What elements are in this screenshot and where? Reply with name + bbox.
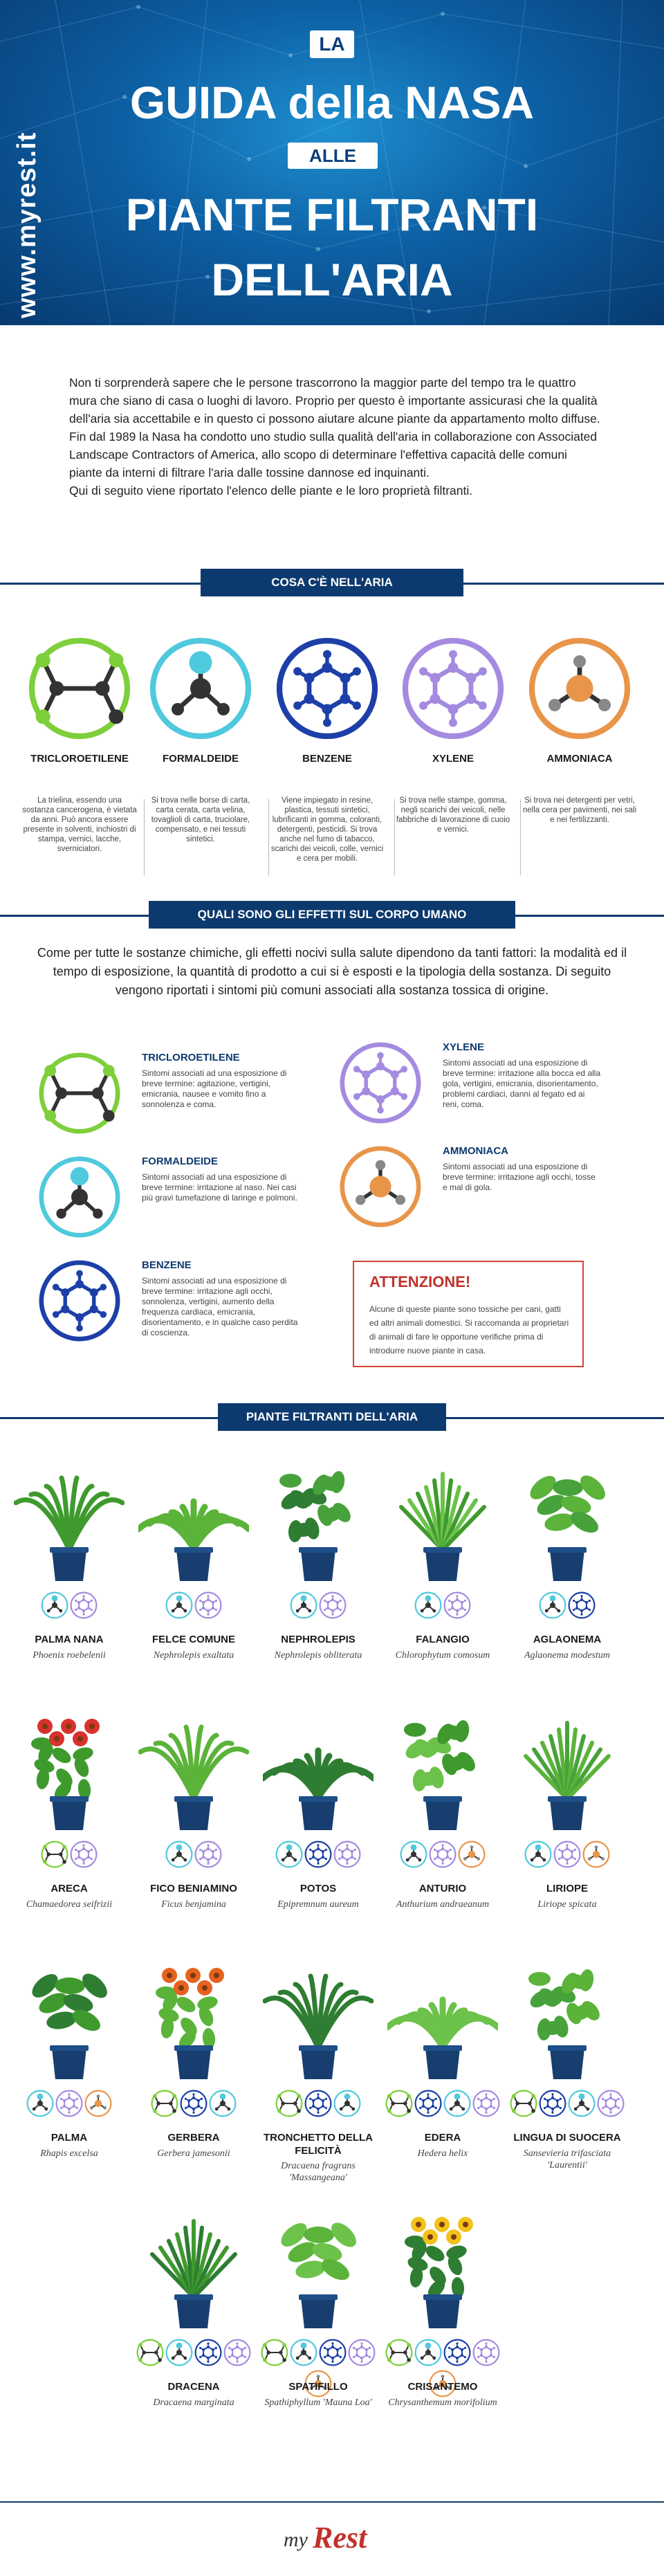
xylene-badge-icon (319, 1591, 347, 1619)
plant-card (7, 1446, 131, 1688)
plant-name: DRACENA (167, 2381, 220, 2393)
plant-card (131, 1944, 256, 2186)
filtered-toxins-badges (380, 1840, 505, 1871)
plant-scientific-name: Rhapis excelsa (40, 2148, 98, 2159)
formaldehyde-badge-icon (333, 2090, 361, 2117)
plant-name: ARECA (50, 1883, 88, 1894)
plant-name: NEPHROLEPIS (281, 1634, 356, 1645)
filtered-toxins-badges (505, 1591, 629, 1622)
section-title-air: COSA C'È NELL'ARIA (201, 569, 463, 596)
trichloroethylene-molecule-icon (28, 637, 131, 740)
plant-illustration (387, 2193, 498, 2332)
plant-card (380, 1944, 505, 2186)
xylene-badge-icon (553, 1840, 581, 1868)
plant-illustration (512, 1446, 622, 1584)
logo-my: my (284, 2528, 308, 2551)
trichloroethylene-badge-icon (275, 2090, 303, 2117)
logo-rest: Rest (313, 2521, 367, 2555)
benzene-badge-icon (304, 1840, 332, 1868)
filtered-toxins-badges (256, 2339, 380, 2369)
substance-description: Si trova nei detergenti per vetri, nella cera per pavimenti, nei sali e nei fertilizzanti. (522, 796, 637, 824)
xylene-molecule-icon (401, 637, 505, 740)
plant-name: SPATIFILLO (288, 2381, 348, 2393)
column-divider (394, 799, 395, 875)
benzene-badge-icon (539, 2090, 566, 2117)
plant-illustration (138, 2193, 249, 2332)
intro-paragraph-1: Non ti sorprenderà sapere che le persone trascorrono la maggior parte del tempo tra le quattro mura che siano di casa o luoghi di lavoro. Proprio per questo è importante assicurasi che la qualità dell'aria sia accettabile e in questo ci possono aiutare alcune piante da appartamento molto diffuse. (69, 376, 600, 426)
filtered-toxins-badges (505, 1840, 629, 1871)
plant-illustration (387, 1446, 498, 1584)
plant-illustration (14, 1446, 124, 1584)
warning-box (353, 1261, 584, 1367)
filtered-toxins-badges (131, 1591, 256, 1622)
xylene-badge-icon (472, 2090, 500, 2117)
filtered-toxins-badges (7, 1840, 131, 1871)
plant-scientific-name: Epipremnum aureum (277, 1899, 359, 1910)
plant-card (7, 1695, 131, 1937)
ammonia-badge-icon (582, 1840, 610, 1868)
xylene-badge-icon (429, 1840, 456, 1868)
ammonia-badge-icon (84, 2090, 112, 2117)
plant-card (131, 1446, 256, 1688)
benzene-badge-icon (194, 2339, 222, 2366)
plant-card (256, 1944, 380, 2186)
trichloroethylene-badge-icon (385, 2090, 413, 2117)
plant-scientific-name: Nephrolepis obliterata (274, 1650, 362, 1661)
hero-banner (0, 0, 664, 325)
substance-name: TRICLOROETILENE (30, 753, 129, 765)
plant-illustration (138, 1446, 249, 1584)
hero-la-pill: LA (310, 30, 354, 58)
xylene-badge-icon (194, 1840, 222, 1868)
plant-card (505, 1944, 629, 2186)
formaldehyde-badge-icon (443, 2090, 471, 2117)
formaldehyde-badge-icon (539, 1591, 566, 1619)
effect-description: Sintomi associati ad una esposizione di breve termine: irritazione agli occhi, sonnolenza, vertigini, aumento della frequenza cardiaca, emicrania, disorientamento, e in qualche caso perdita di coscienza. (142, 1276, 298, 1337)
warning-text: Alcune di queste piante sono tossiche per cani, gatti ed altri animali domestici. Si raccomanda ai proprietari di animali di fare le opportune verifiche prima di introdurre nuove piante in casa. (369, 1304, 569, 1355)
substance-description: Si trova nelle borse di carta, carta cerata, carta velina, tovaglioli di carta, truciolare, compensato, e nei tessuti sintetici. (151, 796, 250, 843)
benzene-badge-icon (319, 2339, 347, 2366)
plant-scientific-name: Sansevieria trifasciata 'Laurentii' (523, 2148, 611, 2171)
formaldehyde-badge-icon (165, 1840, 193, 1868)
plant-card (256, 1695, 380, 1937)
filtered-toxins-badges (256, 1840, 380, 1871)
filtered-toxins-badges (131, 2090, 256, 2120)
plant-illustration (387, 1695, 498, 1834)
plant-card (256, 1446, 380, 1688)
filtered-toxins-badges (256, 1591, 380, 1622)
plant-illustration (263, 1695, 374, 1834)
filtered-toxins-badges (131, 1840, 256, 1871)
benzene-badge-icon (180, 2090, 208, 2117)
xylene-badge-icon (472, 2339, 500, 2366)
plant-scientific-name: Spathiphyllum 'Mauna Loa' (264, 2397, 372, 2408)
plant-name: ANTURIO (418, 1883, 467, 1894)
formaldehyde-molecule-icon (149, 637, 252, 740)
substance-name: BENZENE (302, 753, 352, 765)
substance-description: Si trova nelle stampe, gomma, negli scarichi dei veicoli, nelle fabbriche di lavorazione di cuoio e vernici. (396, 796, 510, 834)
substance-name: FORMALDEIDE (163, 753, 239, 765)
plant-illustration (14, 1695, 124, 1834)
plant-scientific-name: Dracaena fragrans 'Massangeana' (281, 2161, 356, 2183)
plant-card (505, 1695, 629, 1937)
plant-card (7, 1944, 131, 2186)
substance-description: Viene impiegato in resine, plastica, tessuti sintetici, lubrificanti in gomma, coloranti, detergenti, pesticidi. Si trova anche nel fumo di tabacco, scarichi dei veicoli, colle, vernici e cera per mobili. (270, 796, 384, 863)
trichloroethylene-badge-icon (261, 2339, 288, 2366)
trichloroethylene-badge-icon (136, 2339, 164, 2366)
plant-card (131, 2193, 256, 2436)
effect-title: TRICLOROETILENE (142, 1052, 240, 1063)
formaldehyde-badge-icon (400, 1840, 427, 1868)
plant-card (380, 1446, 505, 1688)
plant-name: GERBERA (167, 2132, 220, 2144)
xylene-badge-icon (597, 2090, 625, 2117)
intro-paragraph-2: Fin dal 1989 la Nasa ha condotto uno studio sulla qualità dell'aria in collaborazione con Associated Landscape Contractors of America, allo scopo di determinare l'effettiva capacità delle comuni piante da interni di filtrare l'aria dalle tossine dannose ed inquinanti. (69, 430, 598, 479)
plant-name: LIRIOPE (546, 1883, 588, 1894)
plant-scientific-name: Liriope spicata (537, 1899, 597, 1910)
footer-rule (0, 2501, 664, 2503)
trichloroethylene-badge-icon (385, 2339, 413, 2366)
substance-name: AMMONIACA (546, 753, 613, 765)
filtered-toxins-badges (131, 2339, 256, 2369)
ammonia-badge-icon (458, 1840, 486, 1868)
plant-scientific-name: Dracaena marginata (153, 2397, 234, 2408)
xylene-badge-icon (223, 2339, 251, 2366)
benzene-badge-icon (304, 2090, 332, 2117)
effect-title: BENZENE (142, 1259, 192, 1271)
plant-illustration (138, 1944, 249, 2083)
xylene-badge-icon (70, 1591, 98, 1619)
filtered-toxins-badges (7, 1591, 131, 1622)
effect-title: AMMONIACA (443, 1145, 508, 1157)
plant-card (256, 2193, 380, 2436)
plant-scientific-name: Hedera helix (417, 2148, 468, 2159)
plant-card (380, 1695, 505, 1937)
hero-alle-pill: ALLE (288, 143, 378, 169)
benzene-badge-icon (443, 2339, 471, 2366)
plant-scientific-name: Chlorophytum comosum (395, 1650, 490, 1661)
trichloroethylene-molecule-icon (38, 1052, 121, 1135)
filtered-toxins-badges (505, 2090, 629, 2120)
xylene-badge-icon (333, 1840, 361, 1868)
formaldehyde-badge-icon (414, 2339, 442, 2366)
plant-name: LINGUA DI SUOCERA (513, 2132, 621, 2144)
plant-name: POTOS (299, 1883, 337, 1894)
plant-name: EDERA (424, 2132, 461, 2144)
xylene-badge-icon (55, 2090, 83, 2117)
filtered-toxins-badges (380, 2339, 505, 2369)
plant-illustration (512, 1695, 622, 1834)
plant-illustration (263, 1446, 374, 1584)
trichloroethylene-badge-icon (41, 1840, 68, 1868)
effect-description: Sintomi associati ad una esposizione di breve termine: irritazione alla bocca ed alla gola, vertigini, emicrania, disorientamento, problemi cardiaci, danni al fegato ed ai reni, coma. (443, 1058, 601, 1109)
plant-illustration (263, 1944, 374, 2083)
formaldehyde-badge-icon (568, 2090, 596, 2117)
formaldehyde-badge-icon (290, 1591, 317, 1619)
benzene-molecule-icon (38, 1259, 121, 1342)
plant-illustration (138, 1695, 249, 1834)
plant-scientific-name: Gerbera jamesonii (157, 2148, 230, 2159)
formaldehyde-badge-icon (165, 1591, 193, 1619)
plant-illustration (14, 1944, 124, 2083)
column-divider (268, 799, 269, 875)
plant-name: PALMA NANA (35, 1634, 104, 1645)
xylene-badge-icon (70, 1840, 98, 1868)
filtered-toxins-badges (7, 2090, 131, 2120)
plant-scientific-name: Aglaonema modestum (524, 1650, 611, 1661)
hero-title-2: PIANTE FILTRANTI (125, 189, 539, 240)
formaldehyde-badge-icon (414, 1591, 442, 1619)
section-title-plants: PIANTE FILTRANTI DELL'ARIA (218, 1403, 446, 1431)
plant-illustration (263, 2193, 374, 2332)
plant-name: TRONCHETTO DELLA FELICITÀ (263, 2132, 374, 2157)
effect-description: Sintomi associati ad una esposizione di breve termine: irritazione al naso. Nei casi più gravi tumefazione di laringe e polmoni. (142, 1172, 297, 1203)
formaldehyde-badge-icon (26, 2090, 54, 2117)
plant-name: FICO BENIAMINO (150, 1883, 237, 1894)
plant-scientific-name: Chrysanthemum morifolium (388, 2397, 497, 2408)
intro-text (69, 374, 602, 500)
plant-name: AGLAONEMA (533, 1634, 602, 1645)
formaldehyde-badge-icon (275, 1840, 303, 1868)
myrest-logo (263, 2519, 401, 2560)
formaldehyde-badge-icon (41, 1591, 68, 1619)
section-title-effects: QUALI SONO GLI EFFETTI SUL CORPO UMANO (149, 901, 515, 929)
plant-illustration (387, 1944, 498, 2083)
xylene-badge-icon (194, 1591, 222, 1619)
xylene-badge-icon (443, 1591, 471, 1619)
warning-title: ATTENZIONE! (369, 1273, 471, 1290)
plant-card (505, 1446, 629, 1688)
substance-description: La trielina, essendo una sostanza cancerogena, è vietata da anni. Può ancora essere presente in solventi, inchiostri di stampa, vernici, lacche, sverniciatori. (22, 796, 137, 853)
effect-title: XYLENE (443, 1041, 485, 1053)
substance-name: XYLENE (432, 753, 474, 765)
plant-name: FALANGIO (416, 1634, 470, 1645)
formaldehyde-molecule-icon (38, 1155, 121, 1239)
filtered-toxins-badges (256, 2090, 380, 2120)
intro-paragraph-3: Qui di seguito viene riportato l'elenco delle piante e le loro proprietà filtranti. (69, 484, 473, 497)
hero-title-1: GUIDA della NASA (129, 77, 535, 128)
plant-scientific-name: Phoenix roebelenii (33, 1650, 106, 1661)
benzene-molecule-icon (275, 637, 379, 740)
plant-name: PALMA (50, 2132, 88, 2144)
effects-intro-text: Come per tutte le sostanze chimiche, gli effetti nocivi sulla salute dipendono da tanti fattori: la modalità ed il tempo di esposizione, la quantità di prodotto a cui si è esposti e la tipologia della sostanza. Di seguito vengono riportati i sintomi più comuni associati alla sostanza tossica di origine. (37, 946, 627, 997)
plant-scientific-name: Ficus benjamina (161, 1899, 226, 1910)
xylene-molecule-icon (339, 1041, 422, 1124)
ammonia-molecule-icon (339, 1145, 422, 1228)
plant-name: CRISANTEMO (407, 2381, 478, 2393)
plant-illustration (512, 1944, 622, 2083)
trichloroethylene-badge-icon (510, 2090, 537, 2117)
ammonia-molecule-icon (528, 637, 631, 740)
plant-scientific-name: Anthurium andraeanum (396, 1899, 490, 1910)
trichloroethylene-badge-icon (151, 2090, 178, 2117)
column-divider (144, 799, 145, 875)
filtered-toxins-badges (380, 1591, 505, 1622)
benzene-badge-icon (568, 1591, 596, 1619)
plant-card (380, 2193, 505, 2436)
formaldehyde-badge-icon (209, 2090, 237, 2117)
plant-card (131, 1695, 256, 1937)
column-divider (520, 799, 521, 875)
effect-title: FORMALDEIDE (142, 1155, 218, 1167)
formaldehyde-badge-icon (290, 2339, 317, 2366)
hero-title-3: DELL'ARIA (211, 254, 453, 305)
formaldehyde-badge-icon (524, 1840, 552, 1868)
site-url-vertical: www.myrest.it (12, 131, 42, 318)
filtered-toxins-badges (380, 2090, 505, 2120)
plant-name: FELCE COMUNE (152, 1634, 235, 1645)
formaldehyde-badge-icon (165, 2339, 193, 2366)
effect-description: Sintomi associati ad una esposizione di breve termine: irritazione agli occhi, tosse e mal di gola. (443, 1162, 596, 1192)
effect-description: Sintomi associati ad una esposizione di breve termine: agitazione, vertigini, emicrania, nausee e vomito fino a sonnolenza e coma. (142, 1068, 287, 1109)
xylene-badge-icon (348, 2339, 376, 2366)
benzene-badge-icon (414, 2090, 442, 2117)
plant-scientific-name: Nephrolepis exaltata (153, 1650, 234, 1661)
plant-scientific-name: Chamaedorea seifrizii (26, 1899, 113, 1910)
